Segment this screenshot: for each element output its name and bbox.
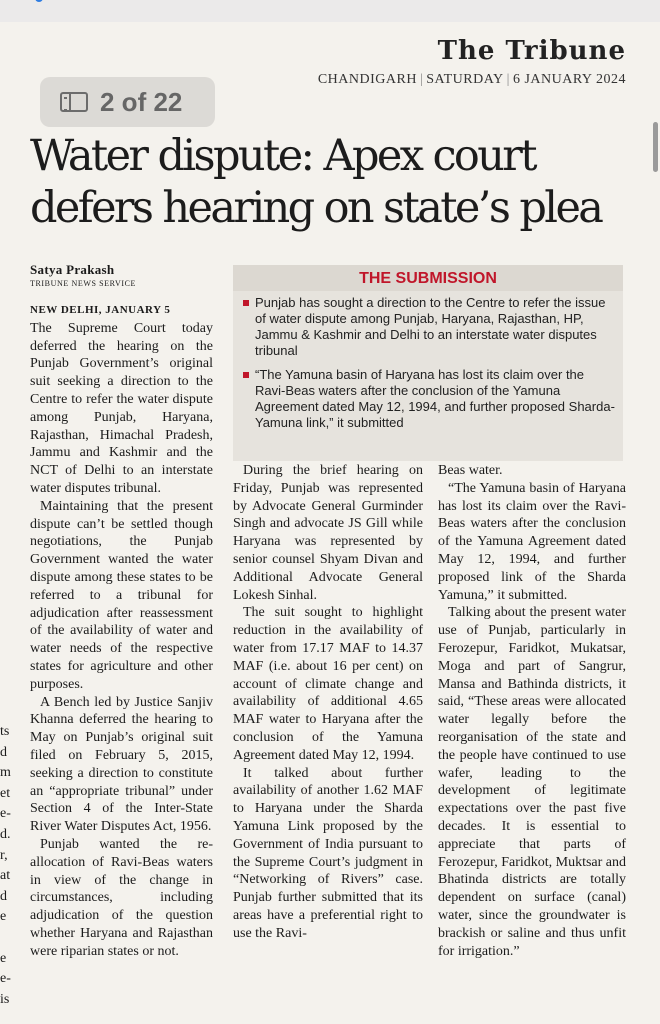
paragraph: It talked about further availability of another 1.62 MAF to Haryana under the Sharda Yamuna Link proposed by the Government of India pursuant to the Supreme Court’s judgment in “Networking of Rivers” case. Punjab further submitted that its areas have a preferential right to use the Ravi- xyxy=(233,765,423,941)
article-column-1 xyxy=(30,302,213,960)
paragraph: Beas water. xyxy=(438,463,503,478)
article-column-3 xyxy=(438,462,626,960)
fragment: e- xyxy=(0,806,11,822)
masthead-dateline: CHANDIGARH | SATURDAY | 6 JANUARY 2024 xyxy=(317,72,626,87)
masthead-title: The Tribune xyxy=(437,36,626,66)
fragment: m xyxy=(0,765,11,781)
paragraph: Maintaining that the present dispute can’t be settled though negotiations, the Punjab Government wanted the water dispute among these states to be referred to a tribunal for adjudication after reassessment of the availability of water and water needs of the respective states for agriculture and other purposes. xyxy=(30,498,213,692)
fragment xyxy=(0,928,16,949)
paragraph: A Bench led by Justice Sanjiv Khanna deferred the hearing to May on Punjab’s original suit filed on February 5, 2015, seeking a direction to constitute an “appropriate tribunal” under Section 4 of the Inter-State River Water Disputes Act, 1956. xyxy=(30,694,213,835)
fragment: ts xyxy=(0,724,10,739)
submission-list xyxy=(233,295,623,431)
newspaper-page xyxy=(0,22,660,1024)
article-dateline: NEW DELHI, JANUARY 5 xyxy=(30,304,171,316)
submission-point: “The Yamuna basin of Haryana has lost its claim over the Ravi-Beas waters after the conclusion of the Yamuna Agreement dated May 12, 1994, and further proposed Sharda-Yamuna link,” it submitted xyxy=(243,367,615,431)
dateline-date: 6 JANUARY 2024 xyxy=(512,72,626,87)
fragment: et xyxy=(0,785,11,801)
news-service: TRIBUNE NEWS SERVICE xyxy=(30,279,137,288)
browser-top-bar xyxy=(0,0,660,22)
paragraph: During the brief hearing on Friday, Punjab was represented by Advocate General Gurminder Singh and advocate JS Gill while Haryana was represented by senior counsel Shyam Divan and Additional Advocate General Lokesh Sinhal. xyxy=(233,463,423,603)
dateline-day: SATURDAY xyxy=(426,72,504,87)
fragment: d xyxy=(0,888,7,904)
article-byline: Satya Prakash xyxy=(30,262,115,277)
page-indicator-label: 2 of 22 xyxy=(100,86,183,117)
article-column-2 xyxy=(233,462,423,943)
paragraph: The Supreme Court today deferred the hearing on the Punjab Government’s original suit seeking a direction to the Centre to refer the water dispute among Punjab, Haryana, Rajasthan, Himachal Pradesh, Jammu and Kashmir and the NCT of Delhi to an interstate water disputes tribunal. xyxy=(30,320,213,496)
submission-point: Punjab has sought a direction to the Centre to refer the issue of water dispute among Punjab, Haryana, Rajasthan, HP, Jammu & Kashmir and Delhi to an interstate water disputes tribunal xyxy=(243,295,615,359)
adjacent-column-fragments xyxy=(0,722,16,1010)
article-headline: Water dispute: Apex court defers hearing on state’s plea xyxy=(30,131,602,233)
scrollbar-thumb[interactable] xyxy=(653,122,658,172)
fragment: at xyxy=(0,868,11,884)
paragraph: The suit sought to highlight reduction in the availability of water from 17.17 MAF to 14.37 MAF (i.e. about 16 per cent) on account of climate change and availability of additional 4.65 MAF water to Haryana after the conclusion of the Yamuna Agreement dated May 12, 1994. xyxy=(233,605,423,763)
submission-title: THE SUBMISSION xyxy=(233,265,623,291)
fragment: d xyxy=(0,744,7,760)
fragment: e xyxy=(0,909,7,925)
submission-box xyxy=(233,265,623,461)
dateline-city: CHANDIGARH xyxy=(317,72,417,87)
fragment: e xyxy=(0,950,7,966)
paragraph: Punjab wanted the re-allocation of Ravi-Beas waters in view of the change in circumstances, including adjudication of the question whether Haryana and Rajasthan were riparian states or not. xyxy=(30,836,213,959)
paragraph: Talking about the present water use of Punjab, particularly in Ferozepur, Faridkot, Mukatsar, Moga and part of Sangrur, Mansa and Bathinda districts, it said, “These areas were allocated water legally before the reorganisation of the state and the people have continued to use wafer, leading to the development of legitimate expectations over the past five decades. It is essential to appreciate that parts of Ferozepur, Faridkot, Muktsar and Bhatinda districts are totally dependent on surface (canal) water, since the groundwater is brackish or saline and thus unfit for irrigation.” xyxy=(438,605,627,959)
page-thumbnail-icon xyxy=(60,92,88,112)
fragment: r, xyxy=(0,847,8,863)
status-dot xyxy=(35,0,43,2)
fragment: e- xyxy=(0,971,11,987)
page-indicator-button[interactable] xyxy=(40,77,215,127)
fragment: is xyxy=(0,991,10,1007)
paragraph: “The Yamuna basin of Haryana has lost its claim over the Ravi-Beas waters after the conclusion of the Yamuna Agreement dated May 12, 1994, and further proposed link of the Sharda Yamuna,” it submitted. xyxy=(438,480,626,603)
fragment: d. xyxy=(0,826,11,842)
